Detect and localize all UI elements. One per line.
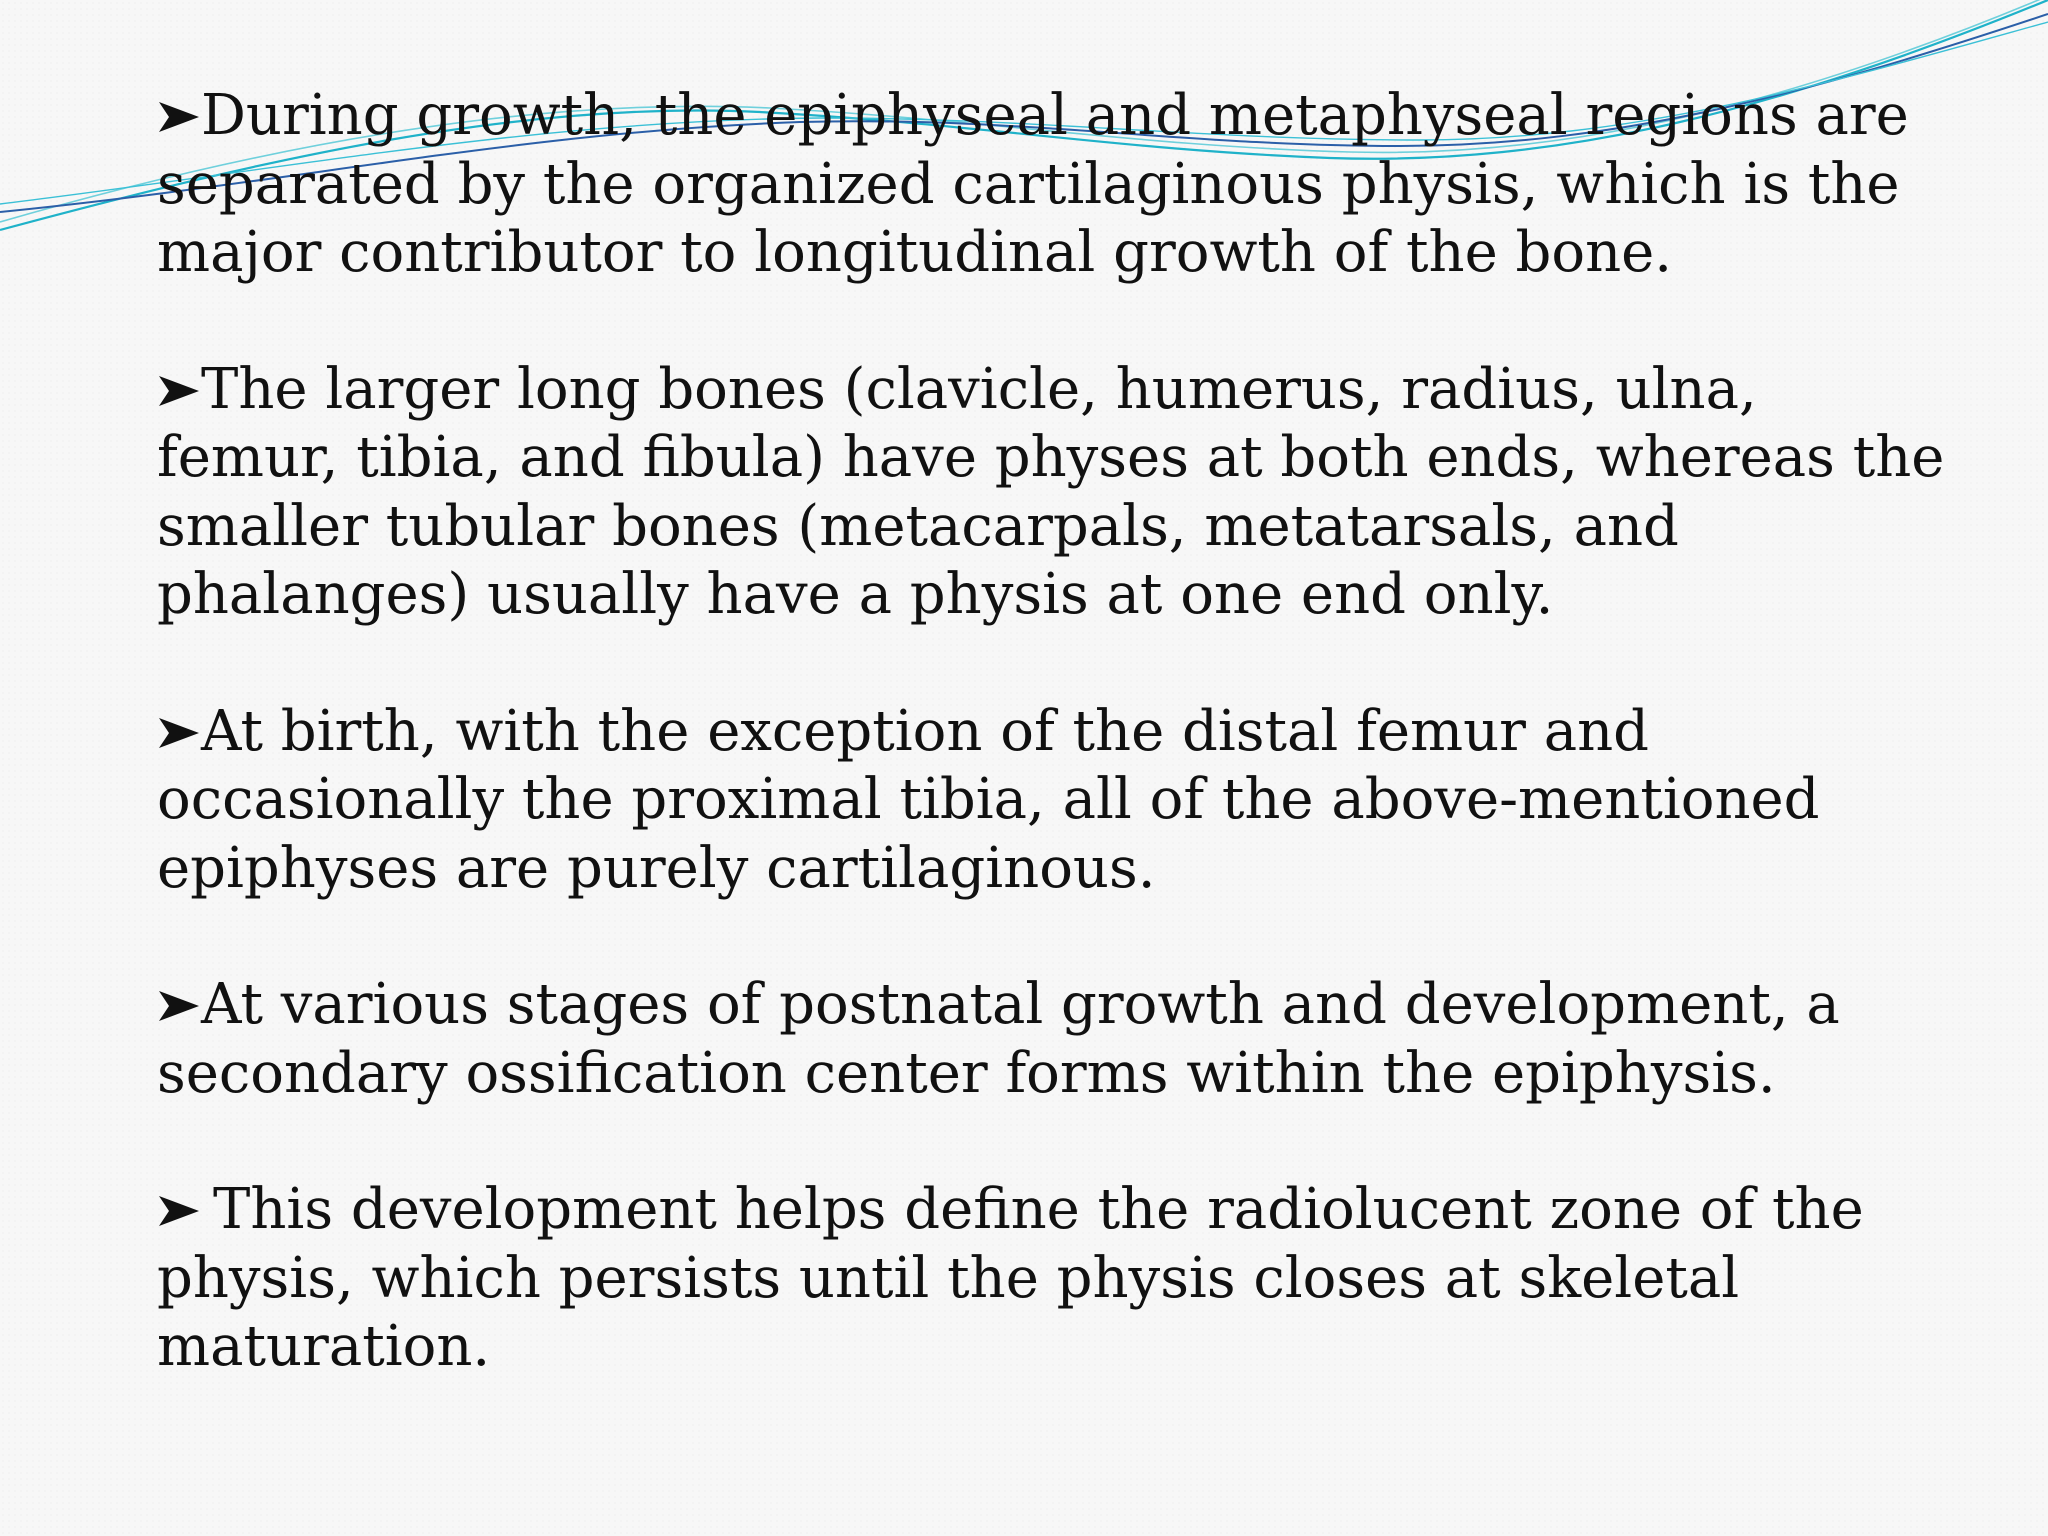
bullet-item xyxy=(157,356,1947,630)
bullet-item xyxy=(157,971,1947,1108)
bullet-text: At birth, with the exception of the distal femur and occasionally the proximal tibia, all of the above-mentioned epiphyses are purely cartilaginous. xyxy=(157,698,1820,901)
bullet-text: At various stages of postnatal growth and development, a secondary ossification center forms within the epiphysis. xyxy=(157,972,1840,1106)
arrowhead-bullet-icon xyxy=(157,989,201,1023)
bullet-item xyxy=(157,698,1947,904)
arrowhead-bullet-icon xyxy=(157,100,201,134)
bullet-item xyxy=(157,82,1947,288)
bullet-text: During growth, the epiphyseal and metaphyseal regions are separated by the organized cartilaginous physis, which is the major contributor to longitudinal growth of the bone. xyxy=(157,83,1909,285)
bullet-list xyxy=(157,82,1947,1382)
arrowhead-bullet-icon xyxy=(157,716,201,750)
bullet-item xyxy=(157,1176,1947,1382)
arrowhead-bullet-icon xyxy=(157,374,201,408)
bullet-text: The larger long bones (clavicle, humerus, radius, ulna, femur, tibia, and fibula) have physes at both ends, whereas the smaller tubular bones (metacarpals, metatarsals, and phalanges) usually have a physis at one end only. xyxy=(157,356,1945,627)
bullet-text: This development helps define the radiolucent zone of the physis, which persists until the physis closes at skeletal maturation. xyxy=(157,1177,1864,1379)
arrowhead-bullet-icon xyxy=(157,1194,201,1228)
